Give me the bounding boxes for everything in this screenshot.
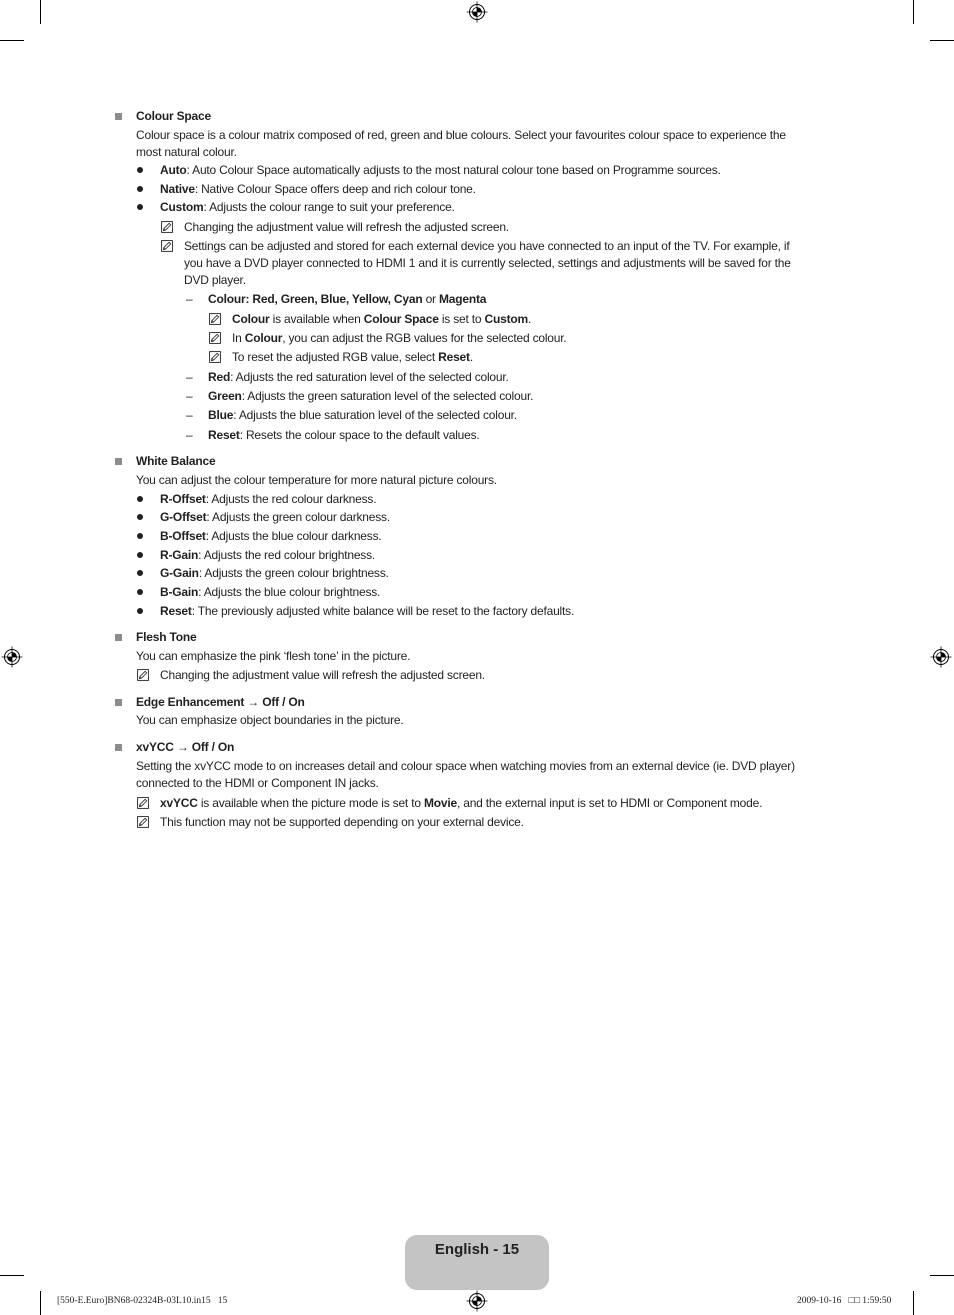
dash-bullet: – <box>186 428 193 442</box>
heading-text: Flesh Tone <box>136 630 197 644</box>
list-item <box>160 528 382 544</box>
round-bullet-icon <box>137 533 143 539</box>
page-number: English - 15 <box>434 1241 520 1258</box>
note-text: Changing the adjustment value will refresh the adjusted screen. <box>184 220 509 234</box>
note-text <box>232 349 473 365</box>
paragraph-line: You can adjust the colour temperature for more natural picture colours. <box>136 473 497 487</box>
note-text: Changing the adjustment value will refresh the adjusted screen. <box>160 668 485 682</box>
item-desc: : Adjusts the blue saturation level of the selected colour. <box>233 408 517 422</box>
registration-mark-icon <box>1 646 23 668</box>
note-icon <box>137 669 149 681</box>
crop-mark-top-left-vertical <box>40 0 41 24</box>
item-term: B-Gain <box>160 585 199 599</box>
paragraph-line: most natural colour. <box>136 145 237 159</box>
crop-mark-top-right-vertical <box>913 0 914 24</box>
dash-bullet: – <box>186 389 193 403</box>
list-item <box>160 162 721 178</box>
item-desc: : Adjusts the blue colour darkness. <box>205 529 382 543</box>
dash-bullet: – <box>186 408 193 422</box>
item-term: Green <box>208 389 242 403</box>
paragraph-line: You can emphasize object boundaries in the picture. <box>136 713 404 727</box>
file-info: [550-E.Euro]BN68-02324B-03L10.in15 15 <box>57 1296 228 1306</box>
round-bullet-icon <box>137 204 143 210</box>
page-number-tab <box>405 1235 549 1290</box>
crop-mark-top-right-horizontal <box>930 40 954 41</box>
round-bullet-icon <box>137 167 143 173</box>
list-item <box>160 181 476 197</box>
note-span: is set to <box>438 312 485 326</box>
note-bold: Reset <box>438 350 470 364</box>
paragraph-line: Colour space is a colour matrix composed of red, green and blue colours. Select your favourites colour space to experience the <box>136 128 786 142</box>
square-bullet-icon <box>115 744 122 751</box>
note-span: is available when the picture mode is set to <box>197 796 424 810</box>
paragraph-line: You can emphasize the pink ‘flesh tone’ in the picture. <box>136 649 411 663</box>
round-bullet-icon <box>137 589 143 595</box>
note-icon <box>161 221 173 233</box>
sub-item <box>208 427 480 443</box>
item-term: Blue <box>208 408 234 422</box>
item-connector: or <box>422 292 439 306</box>
section-heading <box>136 453 215 469</box>
item-desc: : Adjusts the green saturation level of the selected colour. <box>241 389 534 403</box>
note-text: Settings can be adjusted and stored for each external device you have connected to an input of the TV. For example, if <box>184 239 790 253</box>
item-desc: : Auto Colour Space automatically adjusts to the most natural colour tone based on Programme sources. <box>186 163 721 177</box>
note-icon <box>209 313 221 325</box>
sub-item-colour <box>208 291 486 307</box>
square-bullet-icon <box>115 699 122 706</box>
crop-mark-bottom-left-horizontal <box>0 1275 24 1276</box>
note-bold: Colour <box>244 331 283 345</box>
list-item <box>160 603 574 619</box>
note-text <box>160 795 762 811</box>
round-bullet-icon <box>137 608 143 614</box>
item-desc: : Adjusts the red colour brightness. <box>198 548 376 562</box>
note-bold: Colour Space <box>363 312 439 326</box>
print-timestamp: 2009-10-16 □□ 1:59:50 <box>797 1296 892 1306</box>
heading-text: White Balance <box>136 454 216 468</box>
square-bullet-icon <box>115 634 122 641</box>
crop-mark-bottom-right-horizontal <box>930 1275 954 1276</box>
dash-bullet: – <box>186 292 193 306</box>
note-text: DVD player. <box>184 273 246 287</box>
registration-mark-icon <box>930 646 952 668</box>
heading-text: xvYCC → Off / On <box>136 740 235 754</box>
round-bullet-icon <box>137 552 143 558</box>
list-item <box>160 491 376 507</box>
item-desc: : Adjusts the colour range to suit your preference. <box>203 200 455 214</box>
note-icon <box>137 797 149 809</box>
round-bullet-icon <box>137 186 143 192</box>
note-span: To reset the adjusted RGB value, select <box>232 350 439 364</box>
note-span: . <box>527 312 532 326</box>
list-item <box>160 565 389 581</box>
section-heading <box>136 629 196 645</box>
list-item <box>160 199 455 215</box>
crop-mark-top-left-horizontal <box>0 40 24 41</box>
item-term: R-Gain <box>160 548 199 562</box>
note-span: , you can adjust the RGB values for the selected colour. <box>282 331 567 345</box>
item-term: B-Offset <box>160 529 206 543</box>
note-text <box>232 311 531 327</box>
item-term: Reset <box>208 428 240 442</box>
note-text: This function may not be supported depending on your external device. <box>160 815 524 829</box>
item-term: G-Offset <box>160 510 207 524</box>
paragraph-line: connected to the HDMI or Component IN jacks. <box>136 776 379 790</box>
sub-item <box>208 369 509 385</box>
item-term: Auto <box>160 163 187 177</box>
note-icon <box>209 332 221 344</box>
square-bullet-icon <box>115 458 122 465</box>
note-bold: xvYCC <box>160 796 198 810</box>
list-item <box>160 584 380 600</box>
item-desc: : Resets the colour space to the default values. <box>239 428 480 442</box>
note-bold: Custom <box>484 312 528 326</box>
note-icon <box>161 240 173 252</box>
sub-item <box>208 407 517 423</box>
note-text: you have a DVD player connected to HDMI 1 and it is currently selected, settings and adjustments will be saved for the <box>184 256 791 270</box>
list-item <box>160 509 390 525</box>
note-span: is available when <box>269 312 364 326</box>
item-term: Reset <box>160 604 192 618</box>
item-desc: : Adjusts the red colour darkness. <box>205 492 377 506</box>
round-bullet-icon <box>137 496 143 502</box>
item-term: Native <box>160 182 195 196</box>
item-desc: : The previously adjusted white balance will be reset to the factory defaults. <box>191 604 575 618</box>
item-desc: : Adjusts the green colour brightness. <box>198 566 389 580</box>
item-term: Colour: Red, Green, Blue, Yellow, Cyan <box>208 292 423 306</box>
section-heading <box>136 739 234 755</box>
heading-text: Edge Enhancement → Off / On <box>136 695 305 709</box>
note-icon <box>209 351 221 363</box>
item-term: Red <box>208 370 231 384</box>
item-desc: : Adjusts the red saturation level of the selected colour. <box>230 370 509 384</box>
sub-item <box>208 388 533 404</box>
item-desc: : Native Colour Space offers deep and rich colour tone. <box>194 182 476 196</box>
item-desc: : Adjusts the blue colour brightness. <box>198 585 381 599</box>
item-term: R-Offset <box>160 492 206 506</box>
registration-mark-icon <box>466 1290 488 1312</box>
list-item <box>160 547 375 563</box>
crop-mark-bottom-right-vertical <box>913 1291 914 1315</box>
item-term: G-Gain <box>160 566 199 580</box>
round-bullet-icon <box>137 514 143 520</box>
note-span: . <box>469 350 473 364</box>
heading-text: Colour Space <box>136 109 211 123</box>
item-term: Magenta <box>439 292 487 306</box>
note-bold: Colour <box>232 312 270 326</box>
note-text <box>232 330 567 346</box>
crop-mark-bottom-left-vertical <box>40 1291 41 1315</box>
registration-mark-icon <box>466 1 488 23</box>
section-heading <box>136 108 211 124</box>
round-bullet-icon <box>137 570 143 576</box>
note-span: , and the external input is set to HDMI or Component mode. <box>456 796 763 810</box>
item-term: Custom <box>160 200 204 214</box>
note-span: In <box>232 331 245 345</box>
paragraph-line: Setting the xvYCC mode to on increases detail and colour space when watching movies from an external device (ie. DVD player) <box>136 759 795 773</box>
note-icon <box>137 816 149 828</box>
note-bold: Movie <box>423 796 457 810</box>
item-desc: : Adjusts the green colour darkness. <box>206 510 390 524</box>
dash-bullet: – <box>186 370 193 384</box>
square-bullet-icon <box>115 113 122 120</box>
section-heading <box>136 694 305 710</box>
